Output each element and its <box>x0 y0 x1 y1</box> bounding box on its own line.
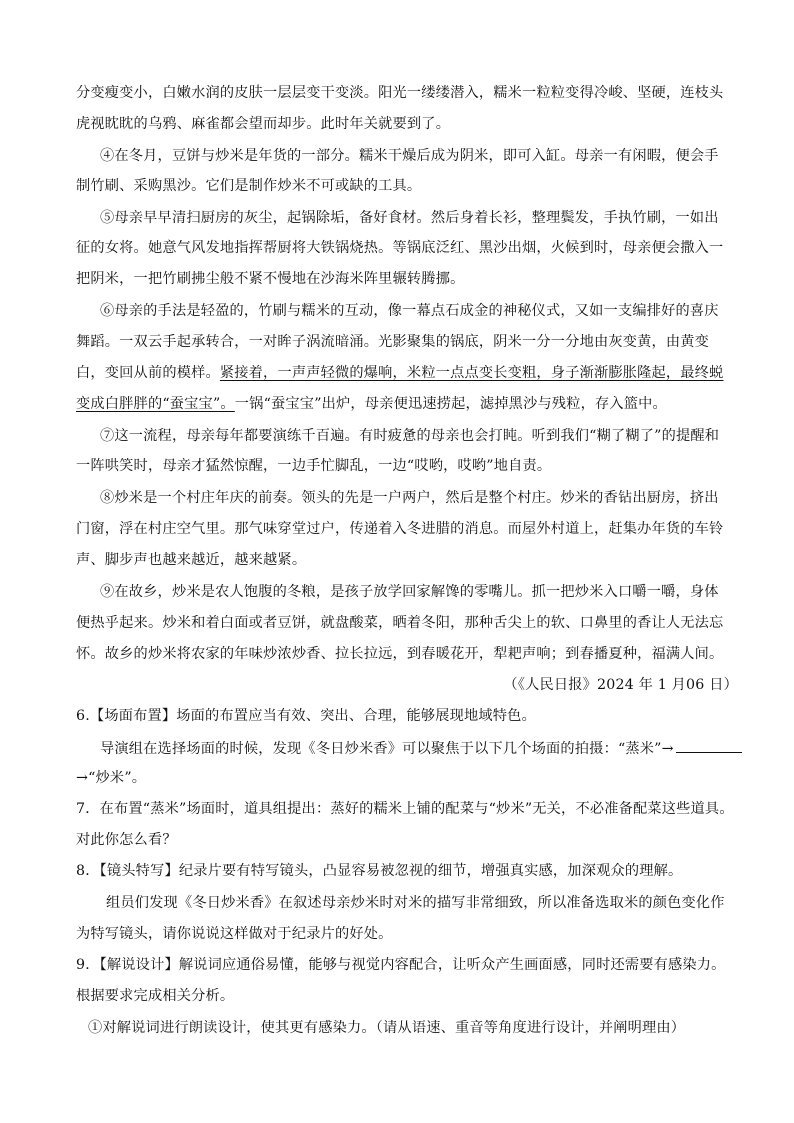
question-7-prompt: 对此你怎么看？ <box>76 832 177 848</box>
question-6-lead: 导演组在选择场面的时候，发现《冬日炒米香》可以聚焦于以下几个场面的拍摄：“蒸米”→ <box>100 741 674 757</box>
paragraph-9-line: 便热乎起来。炒米和着白面或者豆饼，就盘酸菜，晒着冬阳，那种舌尖上的软、口鼻里的香让人无法忘 <box>76 615 724 631</box>
paragraph-5-line: 征的女将。她意气风发地指挥帮厨将大铁锅烧热。等锅底泛红、黑沙出烟，火候到时，母亲便会撒入一 <box>76 240 724 256</box>
paragraph-6-text: 一锅“蚕宝宝”出炉，母亲便迅速捞起，滤掉黑沙与残粒，存入篮中。 <box>234 396 667 412</box>
question-9-subquestion: ①对解说词进行朗读设计，使其更有感染力。（请从语速、重音等角度进行设计，并阐明理由） <box>88 1020 686 1036</box>
paragraph-5-line: 把阴米，一把竹刷拂尘般不紧不慢地在沙海米阵里辗转腾挪。 <box>76 271 465 287</box>
paragraph-8-line: 声、脚步声也越来越近，越来越紧。 <box>76 552 307 568</box>
paragraph-9-line: 怀。故乡的炒米将农家的年味炒浓炒香、拉长拉远，到春暖花开，犁耙声响；到春播夏种，福满人间。 <box>76 646 724 662</box>
paragraph-5-line: ⑤母亲早早清扫厨房的灰尘，起锅除垢，备好食材。然后身着长衫，整理鬓发，手执竹刷，一如出 <box>100 210 719 226</box>
passage-line: 分变瘦变小，白嫩水润的皮肤一层层变干变淡。阳光一缕缕潜入，糯米一粒粒变得冷峻、坚硬，连枝头 <box>76 85 724 101</box>
source-citation: （《人民日报》2024 年 1 月06 日） <box>503 677 738 693</box>
question-6-text <box>100 738 760 759</box>
underlined-sentence: 变成白胖胖的“蚕宝宝”。 <box>76 396 235 412</box>
question-9-prompt: 根据要求完成相关分析。 <box>76 988 235 1004</box>
paragraph-6-line <box>76 363 736 383</box>
question-7-prompt: 7．在布置“蒸米”场面时，道具组提出：蒸好的糯米上铺的配菜与“炒米”无关，不必准备配菜这些道具。 <box>76 801 734 817</box>
paragraph-7-line: ⑦这一流程，母亲每年都要演练千百遍。有时疲惫的母亲也会打盹。听到我们“糊了糊了”的提醒和 <box>100 428 720 444</box>
paragraph-4-line: ④在冬月，豆饼与炒米是年货的一部分。糯米干燥后成为阴米，即可入缸。母亲一有闲暇，便会手 <box>100 148 719 164</box>
paragraph-8-line: ⑧炒米是一个村庄年庆的前奏。领头的先是一户两户，然后是整个村庄。炒米的香钻出厨房，挤出 <box>100 490 719 506</box>
underlined-sentence: 紧接着，一声声轻微的爆响，米粒一点点变长变粗，身子渐渐膨胀隆起，最终蜕 <box>219 365 724 381</box>
question-8-text: 组员们发现《冬日炒米香》在叙述母亲炒米时对米的描写非常细致，所以准备选取米的颜色变化作 <box>106 895 725 911</box>
question-6-continuation: →“炒米”。 <box>76 770 147 786</box>
question-8-prompt: 8．【镜头特写】纪录片要有特写镜头，凸显容易被忽视的细节，增强真实感，加深观众的理解。 <box>76 863 683 879</box>
paragraph-6-line: ⑥母亲的手法是轻盈的，竹刷与糯米的互动，像一幕点石成金的神秘仪式，又如一支编排好的喜庆 <box>100 303 719 319</box>
paragraph-6-line: 舞蹈。一双云手起承转合，一对眸子涡流暗涌。光影聚集的锅底，阴米一分一分地由灰变黄，由黄变 <box>76 334 710 350</box>
paragraph-6-text: 白，变回从前的模样。 <box>76 365 220 381</box>
question-9-prompt: 9．【解说设计】解说词应通俗易懂，能够与视觉内容配合，让听众产生画面感，同时还需要有感染力。 <box>76 957 726 973</box>
paragraph-6-line <box>76 394 736 414</box>
paragraph-7-line: 一阵哄笑时，母亲才猛然惊醒，一边手忙脚乱，一边“哎哟，哎哟”地自责。 <box>76 458 552 474</box>
question-8-text: 为特写镜头，请你说说这样做对于纪录片的好处。 <box>76 926 393 942</box>
paragraph-9-line: ⑨在故乡，炒米是农人饱腹的冬粮，是孩子放学回家解馋的零嘴儿。抓一把炒米入口嚼一嚼，身体 <box>100 584 719 600</box>
paragraph-8-line: 门窗，浮在村庄空气里。那气味穿堂过户，传递着入冬进腊的消息。而屋外村道上，赶集办年货的车铃 <box>76 521 724 537</box>
paragraph-4-line: 制竹刷、采购黑沙。它们是制作炒米不可或缺的工具。 <box>76 178 422 194</box>
question-6-prompt: 6.【场面布置】场面的布置应当有效、突出、合理，能够展现地域特色。 <box>76 708 536 724</box>
answer-blank[interactable] <box>676 738 742 753</box>
passage-line: 虎视眈眈的乌鸦、麻雀都会望而却步。此时年关就要到了。 <box>76 116 451 132</box>
